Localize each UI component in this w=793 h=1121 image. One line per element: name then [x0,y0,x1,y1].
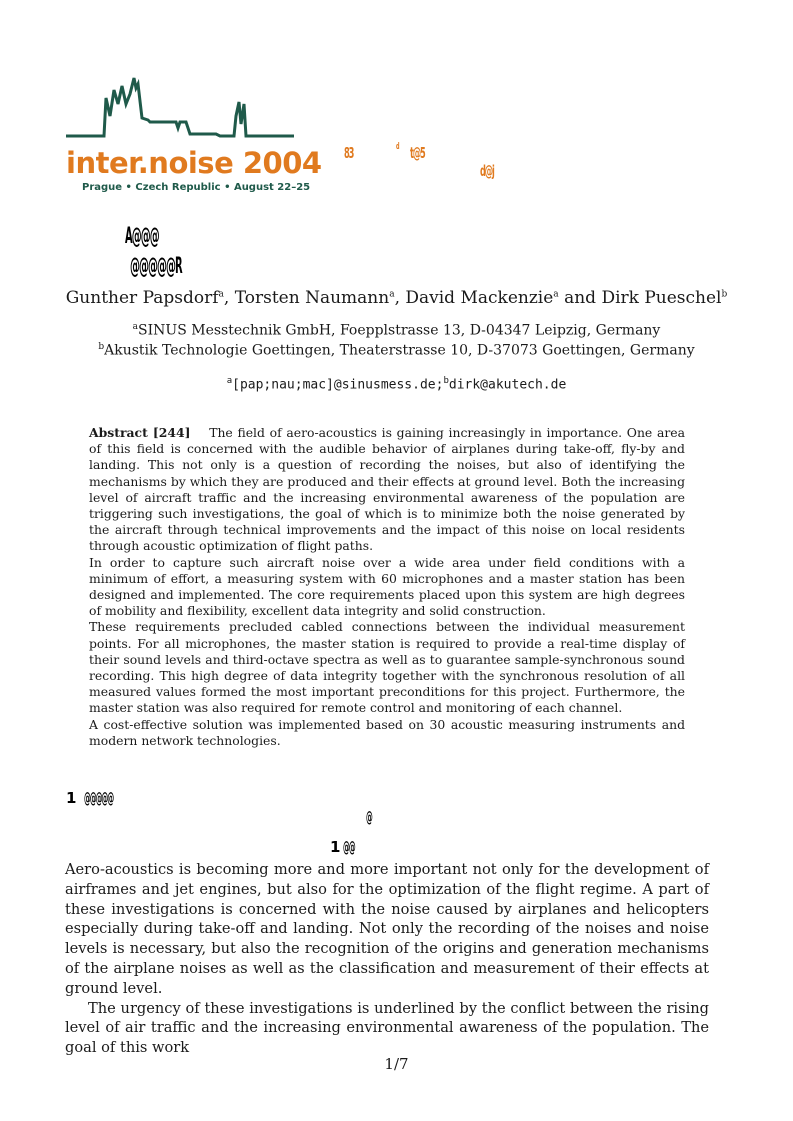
author-list [0,288,793,308]
contact-emails [0,376,793,392]
subsection-number: 1 [330,838,339,856]
title-line-1: A@@@ [125,224,159,249]
abstract-paragraph: A cost-effective solution was implemented based on 30 acoustic measuring instruments and modern network technologies. [89,716,685,748]
header-glyph-2: d [396,142,399,152]
header-glyph-4: d@j [480,162,494,180]
subsection-title: @@ [343,838,355,856]
skyline-icon [66,76,294,150]
affiliation-a [0,322,793,339]
body-text [65,860,709,1058]
abstract-paragraph: In order to capture such aircraft noise over a wide area under field conditions with a minimum of effort, a measuring system with 60 microphones and a master station has been designed and implemented. The core requirements placed upon this system are high degrees of mobility and flexibility, excellent data integrity and solid construction. [89,554,685,619]
abstract [89,425,685,749]
abstract-paragraph: The field of aero-acoustics is gaining increasingly in importance. One area of this field is concerned with the audible behavior of airplanes during take-off, fly-by and landing. This not only is a question of recording the noises, but also of identifying the mechanisms by which they are produced and their effects at ground level. Both the increasing level of aircraft traffic and the increasing environmental awareness of the population are triggering such investigations, the goal of which is to minimize both the noise generated by the aircraft through technical improvements and the impact of this noise on local residents through acoustic optimization of flight paths. [89,425,685,554]
header-glyph-1: 83 [344,144,354,162]
affiliation-marker: a [218,289,224,300]
author-separator: , [223,288,235,308]
logo-title: inter.noise 2004 [66,146,322,180]
email-b: dirk@akutech.de [448,377,567,393]
author-name: Gunther Papsdorf [65,288,219,308]
affiliation-marker: b [98,342,105,352]
affiliation-marker: b [443,376,449,386]
affiliation-b [0,342,793,359]
affiliation-marker: a [132,322,139,332]
affiliation-marker: a [553,289,559,300]
affiliation-marker: b [721,289,728,300]
affiliation-marker: a [226,376,233,386]
affiliation-text: Akustik Technologie Goettingen, Theaterstrasse 10, D-37073 Goettingen, Germany [104,342,695,359]
body-paragraph: Aero-acoustics is becoming more and more important not only for the development of airframes and jet engines, but also for the optimization of the flight regime. A part of these investigations is concerned with the noise caused by airplanes and helicopters especially during take-off and landing. Not only the recording of the noises and noise levels is necessary, but also the recognition of the origins and generation mechanisms of the airplane noises as well as the classification and measurement of their effects at ground level. [65,861,709,997]
affiliation-text: SINUS Messtechnik GmbH, Foepplstrasse 13, D-04347 Leipzig, Germany [138,322,661,339]
page-number: 1/7 [384,1055,409,1073]
author-name: Dirk Pueschel [601,288,722,308]
section-number: 1 [66,789,75,807]
body-paragraph: The urgency of these investigations is underlined by the conflict between the rising level of air traffic and the increasing environmental awareness of the population. The goal of this work [65,999,709,1057]
abstract-paragraph: These requirements precluded cabled connections between the individual measurement points. For all microphones, the master station is required to provide a real-time display of their sound levels and third-octave spectra as well as to guarantee sample-synchronous sound recording. This high degree of data integrity together with the synchronous resolution of all measured values formed the most important preconditions for this project. Furthermore, the master station was also required for remote control and monitoring of each channel. [89,619,685,716]
email-a: [pap;nau;mac]@sinusmess.de; [232,377,444,393]
conference-logo [66,76,322,200]
affiliation-marker: a [389,289,395,300]
author-separator: , [394,288,406,308]
header-glyph-3: t@5 [410,144,425,162]
section-title: @@@@@ [84,789,114,807]
logo-subtitle: Prague • Czech Republic • August 22–25 [82,182,311,193]
author-separator: and [558,288,602,308]
title-line-2: @@@@@R [130,254,182,279]
center-glyph: @ [366,808,372,826]
abstract-label: Abstract [244] [89,425,191,440]
author-name: David Mackenzie [405,288,554,308]
author-name: Torsten Naumann [234,288,390,308]
